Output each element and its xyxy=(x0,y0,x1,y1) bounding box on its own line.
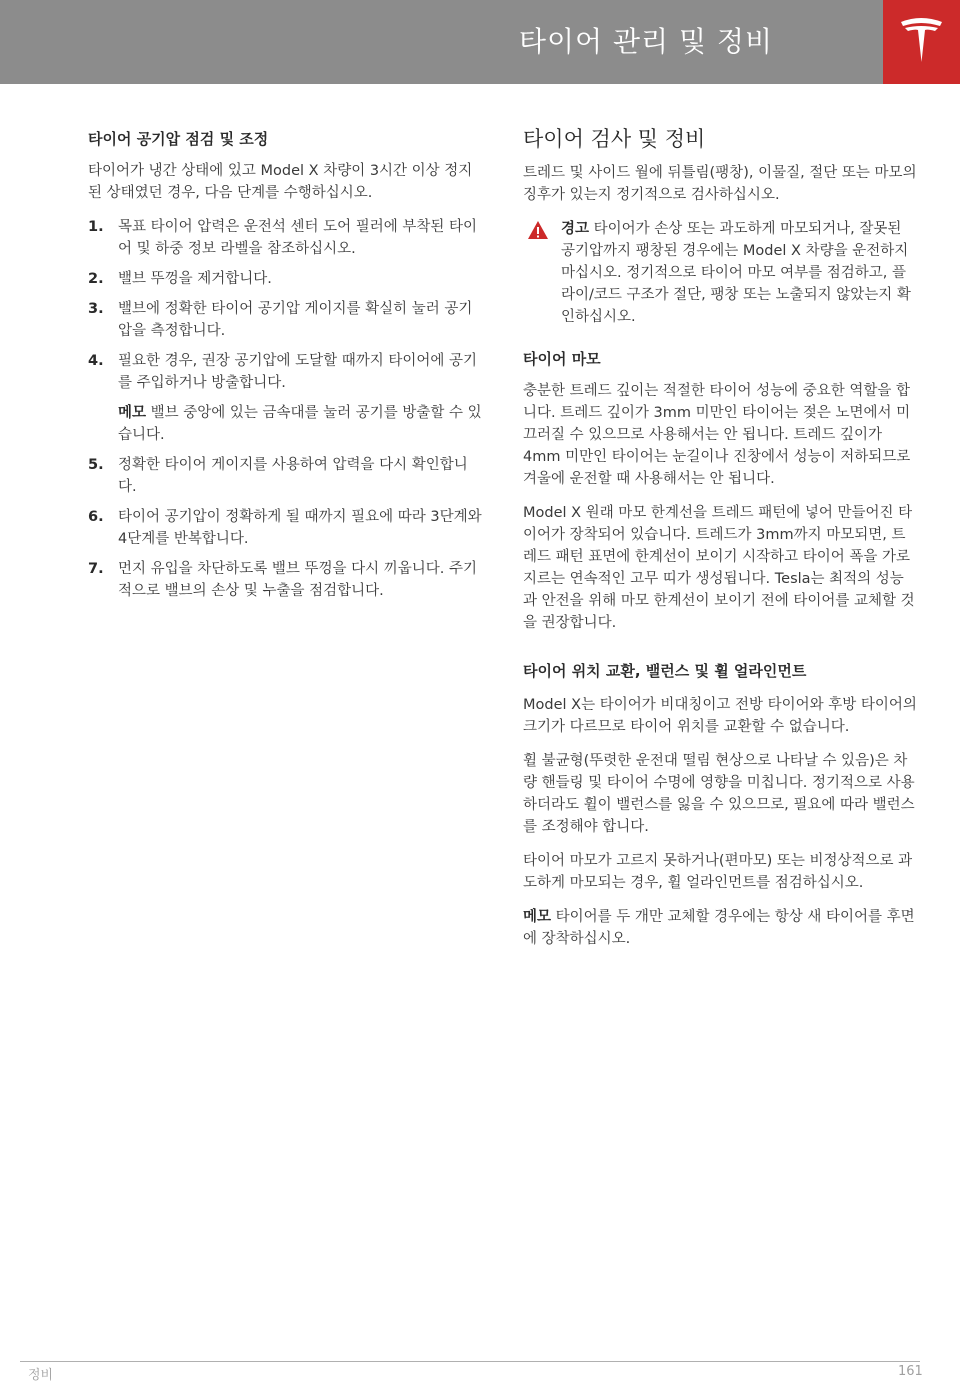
step-text: 타이어 공기압이 정확하게 될 때까지 필요에 따라 3단계와 4단계를 반복합니다. xyxy=(118,509,482,547)
footer-section: 정비 xyxy=(28,1368,54,1383)
list-item xyxy=(88,268,482,290)
list-item xyxy=(88,454,482,498)
note xyxy=(523,906,917,950)
page-number: 161 xyxy=(898,1364,923,1379)
wear-indicator-paragraph: Model X 원래 마모 한계선을 트레드 패턴에 넣어 만들어진 타이어가 장착되어 있습니다. 트레드가 3mm까지 마모되면, 트레드 패턴 표면에 한계선이 보이기 시작하고 타이어 폭을 가로지르는 연속적인 고무 띠가 생성됩니다. Tesla는 최적의 성능과 안전을 위해 마모 한계선이 보이기 전에 타이어를 교체할 것을 권장합니다. xyxy=(523,505,915,631)
list-item xyxy=(88,350,482,394)
tesla-logo xyxy=(883,0,960,84)
step-list xyxy=(88,216,482,602)
step-number: 4. xyxy=(88,353,104,369)
list-item xyxy=(88,506,482,550)
note-label: 메모 xyxy=(118,405,147,421)
inspection-intro: 트레드 및 사이드 월에 뒤틀림(팽창), 이물질, 절단 또는 마모의 징후가 있는지 정기적으로 검사하십시오. xyxy=(523,165,917,203)
warning-label: 경고 xyxy=(561,221,590,237)
step-number: 3. xyxy=(88,301,104,317)
step-text: 필요한 경우, 권장 공기압에 도달할 때까지 타이어에 공기를 주입하거나 방출합니다. xyxy=(118,353,478,391)
footer-divider xyxy=(20,1361,920,1362)
left-column xyxy=(88,128,482,610)
list-item xyxy=(88,216,482,260)
step-number: 5. xyxy=(88,457,104,473)
balance-paragraph: 휠 불균형(뚜렷한 운전대 떨림 현상으로 나타날 수 있음)은 차량 핸들링 및 타이어 수명에 영향을 미칩니다. 정기적으로 사용하더라도 휠이 밸런스를 잃을 수 있으므로, 필요에 따라 밸런스를 조정해야 합니다. xyxy=(523,753,915,835)
step-number: 6. xyxy=(88,509,104,525)
note-text: 타이어를 두 개만 교체할 경우에는 항상 새 타이어를 후면에 장착하십시오. xyxy=(523,909,915,947)
step-number: 1. xyxy=(88,219,104,235)
list-item xyxy=(88,558,482,602)
tire-wear-heading: 타이어 마모 xyxy=(523,350,601,368)
step-text: 목표 타이어 압력은 운전석 센터 도어 필러에 부착된 타이어 및 하중 정보 라벨을 참조하십시오. xyxy=(118,219,478,257)
step-text: 정확한 타이어 게이지를 사용하여 압력을 다시 확인합니다. xyxy=(118,457,468,495)
note-label: 메모 xyxy=(523,909,552,925)
rotation-heading: 타이어 위치 교환, 밸런스 및 휠 얼라인먼트 xyxy=(523,662,807,680)
page-title: 타이어 관리 및 정비 xyxy=(518,25,773,58)
step-number: 2. xyxy=(88,271,104,287)
tire-pressure-intro: 타이어가 냉간 상태에 있고 Model X 차량이 3시간 이상 정지된 상태였던 경우, 다음 단계를 수행하십시오. xyxy=(88,163,473,201)
step-text: 밸브 뚜껑을 제거합니다. xyxy=(118,271,272,287)
tire-pressure-heading: 타이어 공기압 점검 및 조정 xyxy=(88,130,269,148)
note xyxy=(88,402,482,446)
header-bar xyxy=(0,0,883,84)
step-text: 밸브에 정확한 타이어 공기압 게이지를 확실히 눌러 공기압을 측정합니다. xyxy=(118,301,473,339)
warning-text: 타이어가 손상 또는 과도하게 마모되거나, 잘못된 공기압까지 팽창된 경우에는 Model X 차량을 운전하지 마십시오. 정기적으로 타이어 마모 여부를 점검하고, 플라이/코드 구조가 절단, 팽창 또는 노출되지 않았는지 확인하십시오. xyxy=(561,221,911,325)
warning-box xyxy=(523,218,917,328)
tire-wear-paragraph: 충분한 트레드 깊이는 적절한 타이어 성능에 중요한 역할을 합니다. 트레드 깊이가 3mm 미만인 타이어는 젖은 노면에서 미끄러질 수 있으므로 사용해서는 안 됩니다. 트레드 깊이가 4mm 미만인 타이어는 눈길이나 진창에서 성능이 저하되므로 겨울에 운전할 때 사용해서는 안 됩니다. xyxy=(523,383,911,487)
warning-icon xyxy=(527,220,549,240)
right-column xyxy=(523,128,917,962)
rotation-paragraph: Model X는 타이어가 비대칭이고 전방 타이어와 후방 타이어의 크기가 다르므로 타이어 위치를 교환할 수 없습니다. xyxy=(523,697,917,735)
alignment-paragraph: 타이어 마모가 고르지 못하거나(편마모) 또는 비정상적으로 과도하게 마모되는 경우, 휠 얼라인먼트를 점검하십시오. xyxy=(523,853,913,891)
tesla-logo-icon xyxy=(899,16,944,66)
step-number: 7. xyxy=(88,561,104,577)
note-text: 밸브 중앙에 있는 금속대를 눌러 공기를 방출할 수 있습니다. xyxy=(118,405,482,443)
section-title: 타이어 검사 및 정비 xyxy=(523,127,706,151)
list-item xyxy=(88,298,482,342)
step-text: 먼지 유입을 차단하도록 밸브 뚜껑을 다시 끼웁니다. 주기적으로 밸브의 손상 및 누출을 점검합니다. xyxy=(118,561,478,599)
